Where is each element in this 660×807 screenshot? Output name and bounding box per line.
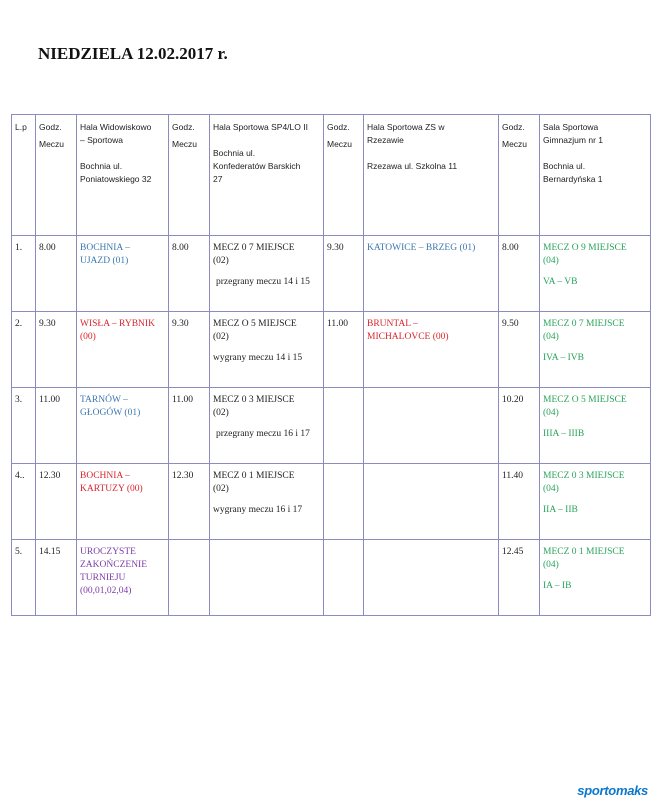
- cell-lp: [12, 312, 36, 388]
- cell-match-hall-1: [77, 464, 169, 540]
- row-number: 1.: [15, 243, 23, 253]
- cell-time-hall-1: [36, 540, 77, 616]
- match-time: 10.20: [502, 395, 524, 405]
- cell-match-hall-2: [210, 464, 324, 540]
- match-text-line: UROCZYSTE: [80, 547, 136, 557]
- match-text-line: (02): [213, 332, 229, 342]
- cell-match-hall-4: [540, 388, 651, 464]
- row-number: 4..: [15, 471, 25, 481]
- sportomaks-logo: sportomaks: [577, 783, 648, 798]
- cell-time-hall-4: [499, 464, 540, 540]
- cell-lp: [12, 236, 36, 312]
- cell-time-hall-1: [36, 388, 77, 464]
- header-hall-4: Sala Sportowa Gimnazjum nr 1 Bochnia ul. Bernardyńska 1: [540, 115, 651, 236]
- cell-match-hall-1: [77, 236, 169, 312]
- header-row: [12, 115, 651, 236]
- cell-match-hall-2: [210, 388, 324, 464]
- match-time: 8.00: [502, 243, 519, 253]
- match-time: 9.50: [502, 319, 519, 329]
- cell-time-hall-3: [324, 540, 364, 616]
- match-text-line: MECZ O 5 MIEJSCE: [543, 395, 627, 405]
- match-note: VA – VB: [543, 277, 578, 287]
- match-time: 14.15: [39, 547, 61, 557]
- match-text-line: (02): [213, 408, 229, 418]
- match-text-line: MECZ 0 3 MIEJSCE: [213, 395, 295, 405]
- match-text-line: (04): [543, 408, 559, 418]
- header-time-2: Godz. Meczu: [169, 115, 210, 236]
- schedule-table: [11, 114, 651, 616]
- header-hall-3: Hala Sportowa ZS w Rzezawie Rzezawa ul. Szkolna 11: [364, 115, 499, 236]
- cell-match-hall-4: [540, 464, 651, 540]
- table-row: [12, 312, 651, 388]
- page-title: NIEDZIELA 12.02.2017 r.: [38, 44, 228, 63]
- match-note: IA – IB: [543, 581, 572, 591]
- match-time: 9.30: [327, 243, 344, 253]
- match-note: wygrany meczu 16 i 17: [213, 505, 303, 515]
- cell-lp: [12, 464, 36, 540]
- match-note: wygrany meczu 14 i 15: [213, 353, 303, 363]
- match-time: 11.00: [327, 319, 349, 329]
- match-time: 12.30: [172, 471, 194, 481]
- match-text-line: (02): [213, 484, 229, 494]
- header-time-3: Godz. Meczu: [324, 115, 364, 236]
- match-text-line: (04): [543, 560, 559, 570]
- match-text-line: (04): [543, 484, 559, 494]
- cell-match-hall-4: [540, 540, 651, 616]
- table-row: [12, 540, 651, 616]
- match-text-line: MECZ O 5 MIEJSCE: [213, 319, 297, 329]
- cell-time-hall-2: [169, 388, 210, 464]
- match-text-line: MECZ 0 7 MIEJSCE: [213, 243, 295, 253]
- match-text-line: (00): [80, 332, 96, 342]
- match-text-line: WISŁA – RYBNIK: [80, 319, 155, 329]
- match-text-line: MECZ 0 1 MIEJSCE: [543, 547, 625, 557]
- match-text-line: MECZ 0 7 MIEJSCE: [543, 319, 625, 329]
- cell-match-hall-4: [540, 236, 651, 312]
- cell-time-hall-1: [36, 312, 77, 388]
- cell-time-hall-3: [324, 388, 364, 464]
- cell-match-hall-1: [77, 540, 169, 616]
- cell-lp: [12, 388, 36, 464]
- match-text-line: TARNÓW –: [80, 395, 128, 405]
- match-text-line: KARTUZY (00): [80, 484, 143, 494]
- match-text-line: MECZ 0 3 MIEJSCE: [543, 471, 625, 481]
- match-text-line: BOCHNIA –: [80, 471, 130, 481]
- match-time: 9.30: [172, 319, 189, 329]
- row-number: 3.: [15, 395, 23, 405]
- match-text-line: (02): [213, 256, 229, 266]
- table-row: [12, 464, 651, 540]
- match-time: 9.30: [39, 319, 56, 329]
- match-text-line: KATOWICE – BRZEG (01): [367, 243, 476, 253]
- match-text-line: MECZ O 9 MIEJSCE: [543, 243, 627, 253]
- cell-match-hall-3: [364, 312, 499, 388]
- match-time: 8.00: [39, 243, 56, 253]
- header-hall-1: Hala Widowiskowo – Sportowa Bochnia ul. Poniatowskiego 32: [77, 115, 169, 236]
- cell-match-hall-4: [540, 312, 651, 388]
- cell-time-hall-3: [324, 236, 364, 312]
- header-hall-2: Hala Sportowa SP4/LO II Bochnia ul. Konfederatów Barskich 27: [210, 115, 324, 236]
- match-time: 12.45: [502, 547, 524, 557]
- row-number: 2.: [15, 319, 23, 329]
- cell-match-hall-2: [210, 236, 324, 312]
- cell-time-hall-2: [169, 312, 210, 388]
- cell-lp: [12, 540, 36, 616]
- cell-match-hall-1: [77, 388, 169, 464]
- table-row: [12, 388, 651, 464]
- match-text-line: BRUNTAL –: [367, 319, 418, 329]
- match-note: przegrany meczu 16 i 17: [216, 429, 310, 439]
- match-text-line: GŁOGÓW (01): [80, 408, 141, 418]
- match-text-line: MECZ 0 1 MIEJSCE: [213, 471, 295, 481]
- match-note: IVA – IVB: [543, 353, 584, 363]
- match-text-line: ZAKOŃCZENIE: [80, 560, 148, 570]
- cell-match-hall-2: [210, 312, 324, 388]
- match-time: 11.40: [502, 471, 524, 481]
- table-row: [12, 236, 651, 312]
- match-text-line: BOCHNIA –: [80, 243, 130, 253]
- match-text-line: MICHALOVCE (00): [367, 332, 449, 342]
- cell-match-hall-1: [77, 312, 169, 388]
- match-text-line: (04): [543, 256, 559, 266]
- row-number: 5.: [15, 547, 23, 557]
- match-time: 11.00: [39, 395, 61, 405]
- cell-time-hall-1: [36, 236, 77, 312]
- cell-time-hall-2: [169, 540, 210, 616]
- header-time-1: Godz. Meczu: [36, 115, 77, 236]
- match-time: 12.30: [39, 471, 61, 481]
- match-text-line: (04): [543, 332, 559, 342]
- cell-time-hall-1: [36, 464, 77, 540]
- match-time: 8.00: [172, 243, 189, 253]
- cell-time-hall-3: [324, 464, 364, 540]
- header-lp: L.p: [12, 115, 36, 236]
- cell-match-hall-3: [364, 540, 499, 616]
- match-text-line: (00,01,02,04): [80, 586, 132, 596]
- cell-time-hall-4: [499, 388, 540, 464]
- match-time: 11.00: [172, 395, 194, 405]
- cell-match-hall-3: [364, 236, 499, 312]
- header-time-4: Godz. Meczu: [499, 115, 540, 236]
- match-note: IIIA – IIIB: [543, 429, 585, 439]
- cell-match-hall-2: [210, 540, 324, 616]
- match-text-line: UJAZD (01): [80, 256, 129, 266]
- cell-match-hall-3: [364, 464, 499, 540]
- match-note: przegrany meczu 14 i 15: [216, 277, 310, 287]
- cell-time-hall-4: [499, 312, 540, 388]
- cell-match-hall-3: [364, 388, 499, 464]
- cell-time-hall-3: [324, 312, 364, 388]
- cell-time-hall-4: [499, 540, 540, 616]
- match-text-line: TURNIEJU: [80, 573, 126, 583]
- cell-time-hall-4: [499, 236, 540, 312]
- cell-time-hall-2: [169, 464, 210, 540]
- cell-time-hall-2: [169, 236, 210, 312]
- match-note: IIA – IIB: [543, 505, 578, 515]
